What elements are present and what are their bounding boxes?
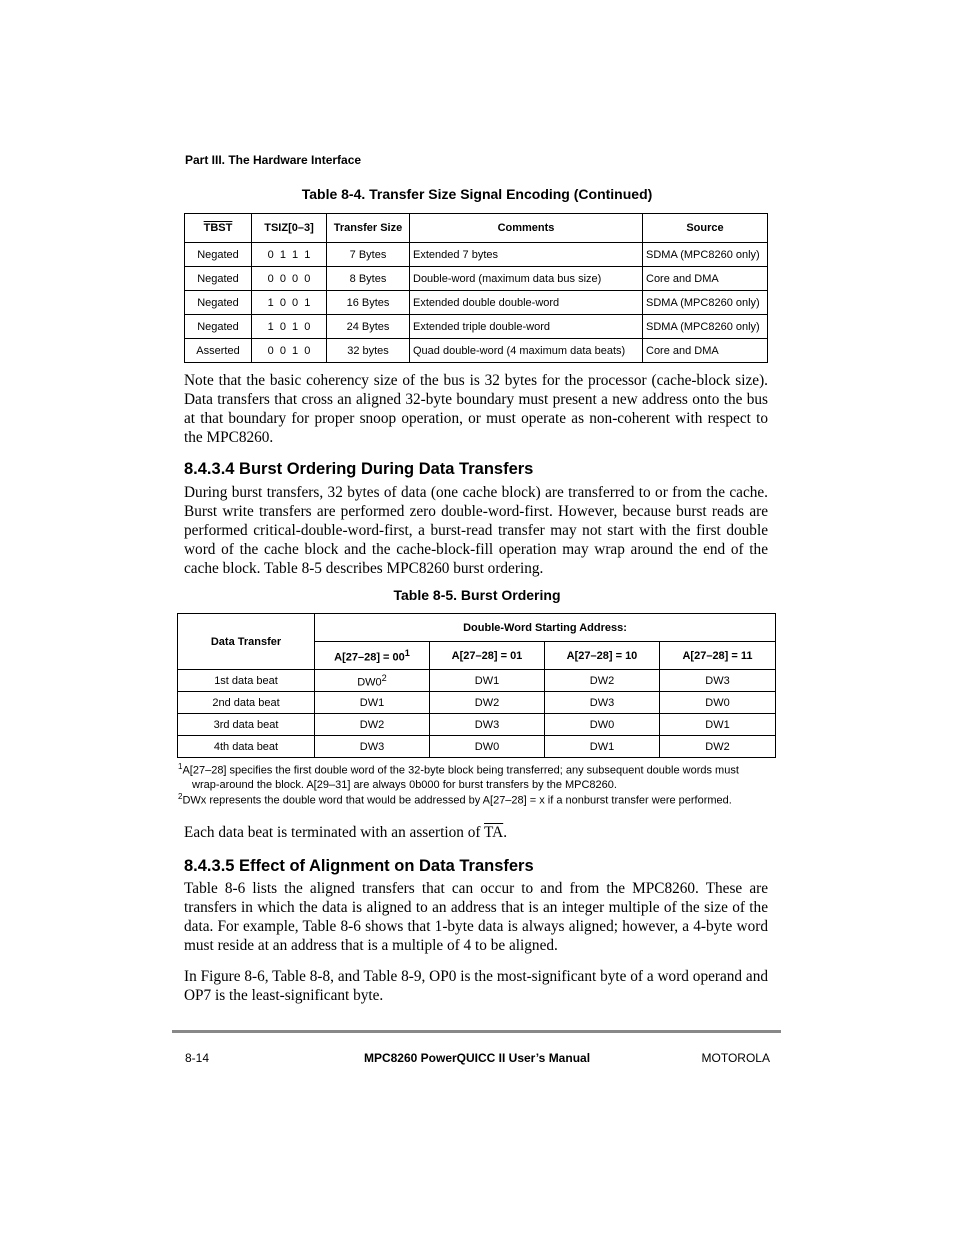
ta-signal: $\overline{TA}$ [484,824,504,841]
group-header-starting-address: Double-Word Starting Address: [315,614,776,642]
cell-source: Core and DMA [643,267,768,291]
cell-tbst: Negated [185,291,252,315]
footer-title: MPC8260 PowerQUICC II User’s Manual [363,1051,591,1065]
footnote-mark-2: 2 [178,792,183,801]
cell-transfer-size: 32 bytes [327,339,410,363]
cell-beat-label: 2nd data beat [178,692,315,714]
cell-comments: Quad double-word (4 maximum data beats) [410,339,643,363]
cell-tbst: Negated [185,267,252,291]
cell-dw: DW1 [660,714,776,736]
cell-dw: DW2 [315,714,430,736]
cell-comments: Double-word (maximum data bus size) [410,267,643,291]
col-header-a01: A[27–28] = 01 [430,642,545,670]
table-8-5 [177,613,776,758]
cell-tbst: Asserted [185,339,252,363]
table-row [185,243,768,267]
cell-tsiz: 0 1 1 1 [252,243,327,267]
cell-source: SDMA (MPC8260 only) [643,291,768,315]
table-8-5-caption: Table 8-5. Burst Ordering [393,587,561,603]
cell-transfer-size: 16 Bytes [327,291,410,315]
cell-beat-label: 3rd data beat [178,714,315,736]
section-heading-8-4-3-4: 8.4.3.4 Burst Ordering During Data Transfers [184,460,534,478]
cell-source: Core and DMA [643,339,768,363]
footnote-ref-1: 1 [404,647,410,658]
cell-comments: Extended double double-word [410,291,643,315]
cell-dw: DW3 [430,714,545,736]
col-header-tbst: TBST [185,214,252,243]
cell-dw: DW3 [545,692,660,714]
cell-dw: $DW0^2$ [315,670,430,692]
cell-source: SDMA (MPC8260 only) [643,243,768,267]
cell-beat-label: 4th data beat [178,736,315,758]
cell-beat-label: 1st data beat [178,670,315,692]
cell-tsiz: 1 0 0 1 [252,291,327,315]
cell-transfer-size: 24 Bytes [327,315,410,339]
table-row [185,315,768,339]
cell-comments: Extended 7 bytes [410,243,643,267]
footer-page-number: 8-14 [185,1051,210,1065]
table-header-row [178,614,776,642]
cell-dw: DW2 [545,670,660,692]
burst-ordering-paragraph: During burst transfers, 32 bytes of data (one cache block) are transferred to or from the cache. Burst write transfers are performed zero double-word-first. However, because burst reads are performed critical-double-word-first, a burst-read transfer may not start with the first double word of the cache block and the cache-block-fill operation may wrap around the end of the cache block. Table 8-5 describes MPC8260 burst ordering. [184,484,768,577]
footnote-2 [178,790,768,808]
table-row [178,692,776,714]
cell-tsiz: 1 0 1 0 [252,315,327,339]
operand-paragraph: In Figure 8-6, Table 8-8, and Table 8-9, OP0 is the most-significant byte of a word operand and OP7 is the least-significant byte. [184,968,768,1004]
footer-company: MOTOROLA [701,1051,770,1065]
part-header: Part III. The Hardware Interface [185,153,362,167]
footnote-1-line-2: wrap-around the block. A[29–31] are always 0b000 for burst transfers by the MPC8260. [192,778,617,791]
col-header-comments: Comments [410,214,643,243]
col-header-tsiz: TSIZ[0–3] [252,214,327,243]
cell-dw: DW3 [660,670,776,692]
cell-transfer-size: 8 Bytes [327,267,410,291]
cell-dw: DW1 [430,670,545,692]
alignment-paragraph: Table 8-6 lists the aligned transfers that can occur to and from the MPC8260. These are transfers in which the data is aligned to an address that is an integer multiple of the size of the data. For example, Table 8-6 shows that 1-byte data is always aligned; however, a 4-byte word must reside at an address that is a multiple of 4 to be aligned. [184,880,768,954]
cell-tsiz: 0 0 1 0 [252,339,327,363]
cell-comments: Extended triple double-word [410,315,643,339]
section-heading-8-4-3-5: 8.4.3.5 Effect of Alignment on Data Transfers [184,857,534,875]
footer-rule [172,1030,781,1033]
table-row [185,291,768,315]
cell-source: SDMA (MPC8260 only) [643,315,768,339]
footnote-1 [178,760,768,792]
table-header-row [185,214,768,243]
cell-dw: DW1 [545,736,660,758]
table-row [185,339,768,363]
cell-dw: DW0 [545,714,660,736]
cell-transfer-size: 7 Bytes [327,243,410,267]
table-8-4-caption: Table 8-4. Transfer Size Signal Encoding (Continued) [301,186,653,202]
col-header-a11: A[27–28] = 11 [660,642,776,670]
cell-tsiz: 0 0 0 0 [252,267,327,291]
table-row [185,267,768,291]
footnote-2-line-1: DWx represents the double word that would be addressed by A[27–28] = x if a nonburst transfer were performed. [182,794,732,807]
cell-dw: DW2 [660,736,776,758]
col-header-transfer-size: Transfer Size [327,214,410,243]
footnote-ref-2: 2 [381,672,387,683]
table-row [178,670,776,692]
col-header-a10: A[27–28] = 10 [545,642,660,670]
ta-paragraph: Each data beat is terminated with an assertion of $\overline{TA}$. [184,824,508,841]
cell-dw: DW2 [430,692,545,714]
cell-dw: DW3 [315,736,430,758]
coherency-paragraph: Note that the basic coherency size of the bus is 32 bytes for the processor (cache-block size). Data transfers that cross an aligned 32-byte boundary must present a new address onto the bus at that boundary for proper snoop operation, or must operate as non-coherent with respect to the MPC8260. [184,372,768,446]
col-header-source: Source [643,214,768,243]
cell-dw: DW0 [660,692,776,714]
table-row [178,736,776,758]
col-header-a00: $A[27-28] = 00^1$ [315,642,430,670]
cell-dw: DW1 [315,692,430,714]
table-8-4 [184,213,768,363]
cell-tbst: Negated [185,315,252,339]
cell-dw: DW0 [430,736,545,758]
row-header-data-transfer: Data Transfer [178,614,315,670]
table-row [178,714,776,736]
footnote-mark-1: 1 [178,762,183,771]
footnote-1-line-1: A[27–28] specifies the first double word of the 32-byte block being transferred; any subsequent double words must [182,764,739,777]
cell-tbst: Negated [185,243,252,267]
